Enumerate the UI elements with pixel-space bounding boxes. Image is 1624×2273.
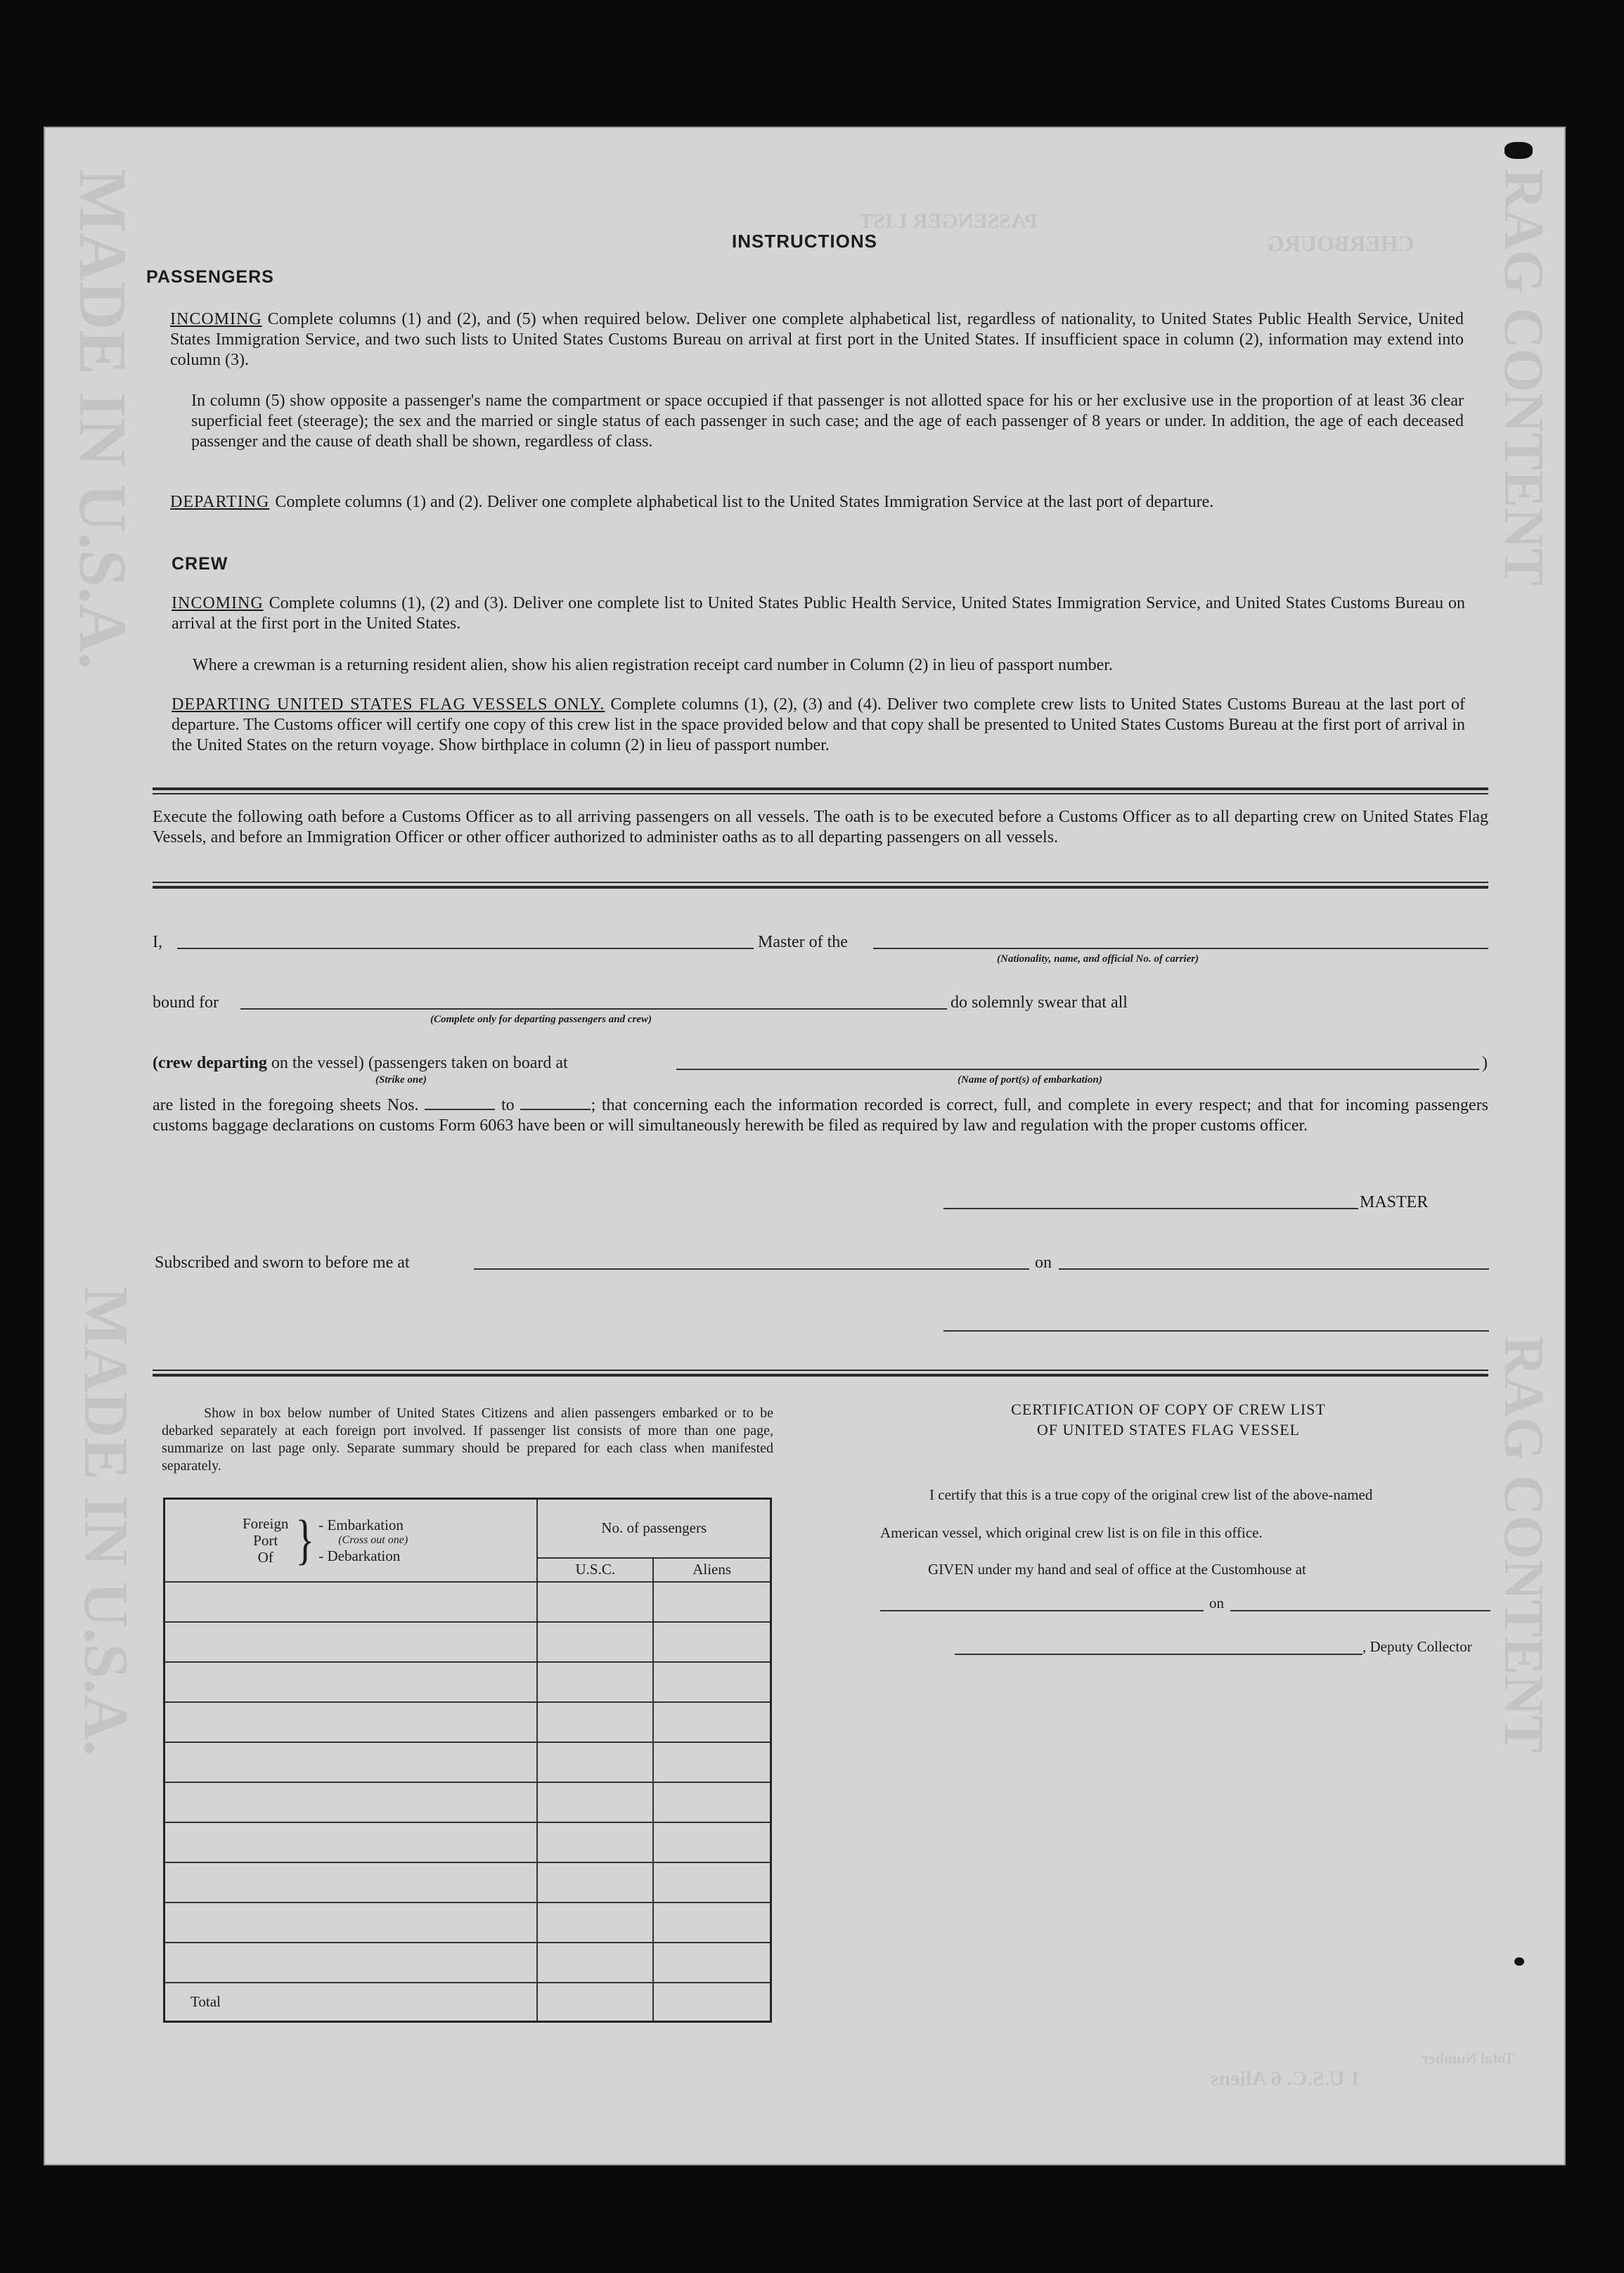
aliens-cell[interactable] bbox=[653, 1702, 771, 1742]
aliens-cell[interactable] bbox=[653, 1862, 771, 1902]
aliens-cell[interactable] bbox=[653, 1943, 771, 1983]
total-aliens-cell[interactable] bbox=[653, 1983, 771, 2022]
summary-row bbox=[165, 1622, 771, 1662]
bound-for-hint: (Complete only for departing passengers and crew) bbox=[430, 1014, 652, 1025]
usc-cell[interactable] bbox=[537, 1702, 653, 1742]
page-title: INSTRUCTIONS bbox=[732, 231, 877, 252]
deputy-collector-label: , Deputy Collector bbox=[1362, 1638, 1472, 1655]
divider-top-2 bbox=[153, 793, 1488, 794]
aliens-cell[interactable] bbox=[653, 1582, 771, 1622]
carrier-field[interactable] bbox=[873, 948, 1488, 949]
oath-master-of: Master of the bbox=[758, 933, 848, 951]
ink-speck bbox=[1504, 142, 1533, 159]
summary-row bbox=[165, 1742, 771, 1782]
brace-glyph: } bbox=[295, 1509, 315, 1571]
usc-header: U.S.C. bbox=[537, 1558, 653, 1582]
port-cell[interactable] bbox=[165, 1902, 538, 1943]
sheet-to-field[interactable] bbox=[520, 1096, 591, 1110]
subscribed-on-label: on bbox=[1035, 1254, 1052, 1272]
certification-on-label: on bbox=[1209, 1595, 1224, 1611]
aliens-cell[interactable] bbox=[653, 1622, 771, 1662]
certification-title bbox=[887, 1399, 1450, 1440]
crew-departing-text: Complete columns (1), (2), (3) and (4). Deliver two complete crew lists to United States Customs Bureau at the last port of departure. The Customs officer will certify one copy of this crew list in the space provided below and that copy shall be presented to United States Customs Bureau at the first port of arrival in the United States on the return voyage. Show birthplace in column (2) in lieu of passport number. bbox=[172, 695, 1465, 754]
summary-instructions: Show in box below number of United States Citizens and alien passengers embarked or to be debarked separately at each foreign port involved. If passenger list consists of more than one page, summarize on last page only. Separate summary should be prepared for each class when manifested separately. bbox=[162, 1405, 773, 1474]
debarkation-option[interactable]: - Debarkation bbox=[318, 1547, 401, 1564]
crew-incoming-label: INCOMING bbox=[172, 594, 264, 612]
watermark-made-in-usa-lower: MADE IN U.S.A. bbox=[71, 1287, 141, 1756]
port-cell[interactable] bbox=[165, 1782, 538, 1822]
usc-cell[interactable] bbox=[537, 1902, 653, 1943]
passengers-departing-label: DEPARTING bbox=[170, 493, 270, 511]
port-cell[interactable] bbox=[165, 1822, 538, 1862]
crew-departing-paragraph bbox=[172, 695, 1465, 756]
divider-oath-2 bbox=[153, 886, 1488, 889]
summary-row bbox=[165, 1902, 771, 1943]
summary-row bbox=[165, 1702, 771, 1742]
summary-row bbox=[165, 1943, 771, 1983]
crew-departing-option[interactable]: (crew departing bbox=[153, 1054, 267, 1072]
officer-signature-field[interactable] bbox=[943, 1330, 1489, 1332]
subscribed-label: Subscribed and sworn to before me at bbox=[155, 1254, 410, 1272]
show-through-total-number: Total Number bbox=[1422, 2049, 1514, 2067]
summary-row bbox=[165, 1862, 771, 1902]
usc-cell[interactable] bbox=[537, 1622, 653, 1662]
port-cell[interactable] bbox=[165, 1662, 538, 1702]
port-label: Port bbox=[253, 1531, 278, 1549]
port-header-cell bbox=[165, 1499, 538, 1582]
passengers-option[interactable]: (passengers taken on board at bbox=[368, 1054, 568, 1072]
section-passengers: PASSENGERS bbox=[146, 267, 274, 287]
certify-text: I certify that this is a true copy of the original crew list of the above-named bbox=[929, 1486, 1373, 1503]
summary-row bbox=[165, 1782, 771, 1822]
master-name-field[interactable] bbox=[177, 948, 754, 949]
port-cell[interactable] bbox=[165, 1702, 538, 1742]
aliens-cell[interactable] bbox=[653, 1662, 771, 1702]
passengers-departing-paragraph bbox=[170, 492, 1464, 513]
column5-paragraph: In column (5) show opposite a passenger's name the compartment or space occupied if that passenger is not allotted space for his or her exclusive use in the proportion of at least 36 clear superficial feet (steerage); the sex and the married or single status of each passenger in such case; and the age of each passenger of 8 years or under. In addition, the age of each deceased passenger and the cause of death shall be shown, regardless of class. bbox=[191, 392, 1464, 451]
foreign-label: Foreign bbox=[243, 1514, 289, 1532]
watermark-rag-content-lower: RAG CONTENT bbox=[1493, 1336, 1554, 1753]
embarkation-ports-field[interactable] bbox=[676, 1069, 1479, 1070]
certification-date-field[interactable] bbox=[1230, 1610, 1490, 1611]
subscribed-date-field[interactable] bbox=[1059, 1268, 1489, 1270]
usc-cell[interactable] bbox=[537, 1582, 653, 1622]
usc-cell[interactable] bbox=[537, 1862, 653, 1902]
divider-oath-1 bbox=[153, 882, 1488, 883]
crewman-paragraph: Where a crewman is a returning resident alien, show his alien registration receipt card number in Column (2) in lieu of passport number. bbox=[193, 656, 1113, 674]
divider-bottom-2 bbox=[153, 1374, 1488, 1377]
show-through-passenger-list: PASSENGER LIST bbox=[859, 210, 1038, 233]
usc-cell[interactable] bbox=[537, 1662, 653, 1702]
document-page bbox=[44, 127, 1566, 2165]
show-through-cherbourg: CHERBOURG bbox=[1267, 231, 1414, 256]
aliens-cell[interactable] bbox=[653, 1902, 771, 1943]
summary-row bbox=[165, 1582, 771, 1622]
given-text: GIVEN under my hand and seal of office at the Customhouse at bbox=[928, 1561, 1306, 1578]
embarkation-option[interactable]: - Embarkation bbox=[318, 1516, 404, 1533]
divider-top-1 bbox=[153, 787, 1488, 790]
summary-row bbox=[165, 1662, 771, 1702]
carrier-field-hint: (Nationality, name, and official No. of carrier) bbox=[997, 953, 1199, 965]
passenger-summary-table bbox=[163, 1498, 772, 2023]
passengers-departing-text: Complete columns (1) and (2). Deliver one complete alphabetical list to the United States Immigration Service at the last port of departure. bbox=[275, 493, 1214, 511]
listed-paragraph bbox=[153, 1095, 1488, 1136]
show-through-aliens-count: 1 U.S.C. 6 Aliens bbox=[1211, 2067, 1361, 2090]
listed-sheets-text: are listed in the foregoing sheets Nos. bbox=[153, 1096, 419, 1114]
summary-header-row bbox=[165, 1499, 771, 1558]
usc-cell[interactable] bbox=[537, 1742, 653, 1782]
divider-bottom-1 bbox=[153, 1370, 1488, 1371]
passengers-incoming-label: INCOMING bbox=[170, 310, 262, 328]
no-passengers-header: No. of passengers bbox=[537, 1499, 771, 1558]
port-cell[interactable] bbox=[165, 1943, 538, 1983]
passengers-incoming-paragraph bbox=[170, 309, 1464, 371]
aliens-cell[interactable] bbox=[653, 1742, 771, 1782]
american-vessel-text: American vessel, which original crew list is on file in this office. bbox=[880, 1524, 1263, 1541]
usc-cell[interactable] bbox=[537, 1782, 653, 1822]
oath-instruction-paragraph: Execute the following oath before a Customs Officer as to all arriving passengers on all vessels. The oath is to be executed before a Customs Officer as to all departing crew on United States Flag Vessels, and before an Immigration Officer or other officer authorized to administer oaths as to all departing passengers on all vessels. bbox=[153, 808, 1488, 846]
crew-departing-label: DEPARTING UNITED STATES FLAG VESSELS ONLY. bbox=[172, 695, 605, 714]
oath-i-label: I, bbox=[153, 933, 162, 951]
aliens-cell[interactable] bbox=[653, 1782, 771, 1822]
oath-close-paren: ) bbox=[1482, 1054, 1488, 1072]
oath-swear: do solemnly swear that all bbox=[950, 993, 1128, 1012]
aliens-cell[interactable] bbox=[653, 1822, 771, 1862]
on-vessel-text: on the vessel) bbox=[271, 1054, 364, 1072]
total-usc-cell[interactable] bbox=[537, 1983, 653, 2022]
strike-one-hint: (Strike one) bbox=[375, 1074, 427, 1086]
port-cell[interactable] bbox=[165, 1622, 538, 1662]
watermark-made-in-usa: MADE IN U.S.A. bbox=[65, 169, 141, 670]
passengers-incoming-text: Complete columns (1) and (2), and (5) when required below. Deliver one complete alphabetical list, regardless of nationality, to United States Public Health Service, United States Immigration Service, and two such lists to United States Customs Bureau on arrival at first port in the United States. If insufficient space in column (2), information may extend into column (3). bbox=[170, 310, 1464, 369]
oath-crew-passengers-line bbox=[153, 1053, 568, 1074]
certification-title-line2: OF UNITED STATES FLAG VESSEL bbox=[1036, 1421, 1301, 1438]
ink-speck-2 bbox=[1514, 1957, 1524, 1966]
of-label: Of bbox=[257, 1548, 273, 1566]
bound-for-field[interactable] bbox=[240, 1008, 947, 1010]
oath-bound-for: bound for bbox=[153, 993, 219, 1012]
summary-total-row bbox=[165, 1983, 771, 2022]
total-label: Total bbox=[165, 1983, 538, 2022]
crew-incoming-paragraph bbox=[172, 593, 1465, 634]
master-signature-field[interactable] bbox=[943, 1208, 1358, 1209]
crew-incoming-text: Complete columns (1), (2) and (3). Deliver one complete list to United States Public Health Service, United States Immigration Service, and United States Customs Bureau on arrival at the first port in the United States. bbox=[172, 594, 1465, 633]
subscribed-place-field[interactable] bbox=[474, 1268, 1029, 1270]
customhouse-field[interactable] bbox=[880, 1610, 1204, 1611]
watermark-rag-content: RAG CONTENT bbox=[1493, 169, 1554, 586]
port-cell[interactable] bbox=[165, 1742, 538, 1782]
master-label: MASTER bbox=[1360, 1193, 1429, 1211]
embarkation-ports-hint: (Name of port(s) of embarkation) bbox=[958, 1074, 1102, 1086]
port-cell[interactable] bbox=[165, 1582, 538, 1622]
deputy-signature-field[interactable] bbox=[955, 1654, 1362, 1655]
usc-cell[interactable] bbox=[537, 1943, 653, 1983]
listed-rest-text: ; that concerning each the information recorded is correct, full, and complete in every respect; and that for incoming passengers customs baggage declarations on customs Form 6063 have been or will simultaneously herewith be filed as required by law and regulation with the proper customs officer. bbox=[153, 1096, 1489, 1135]
section-crew: CREW bbox=[172, 554, 228, 574]
port-cell[interactable] bbox=[165, 1862, 538, 1902]
aliens-header: Aliens bbox=[653, 1558, 771, 1582]
summary-row bbox=[165, 1822, 771, 1862]
listed-to-text: to bbox=[501, 1096, 515, 1114]
cross-out-hint: (Cross out one) bbox=[338, 1533, 408, 1546]
sheet-from-field[interactable] bbox=[425, 1096, 495, 1110]
usc-cell[interactable] bbox=[537, 1822, 653, 1862]
certification-title-line1: CERTIFICATION OF COPY OF CREW LIST bbox=[1011, 1400, 1326, 1418]
